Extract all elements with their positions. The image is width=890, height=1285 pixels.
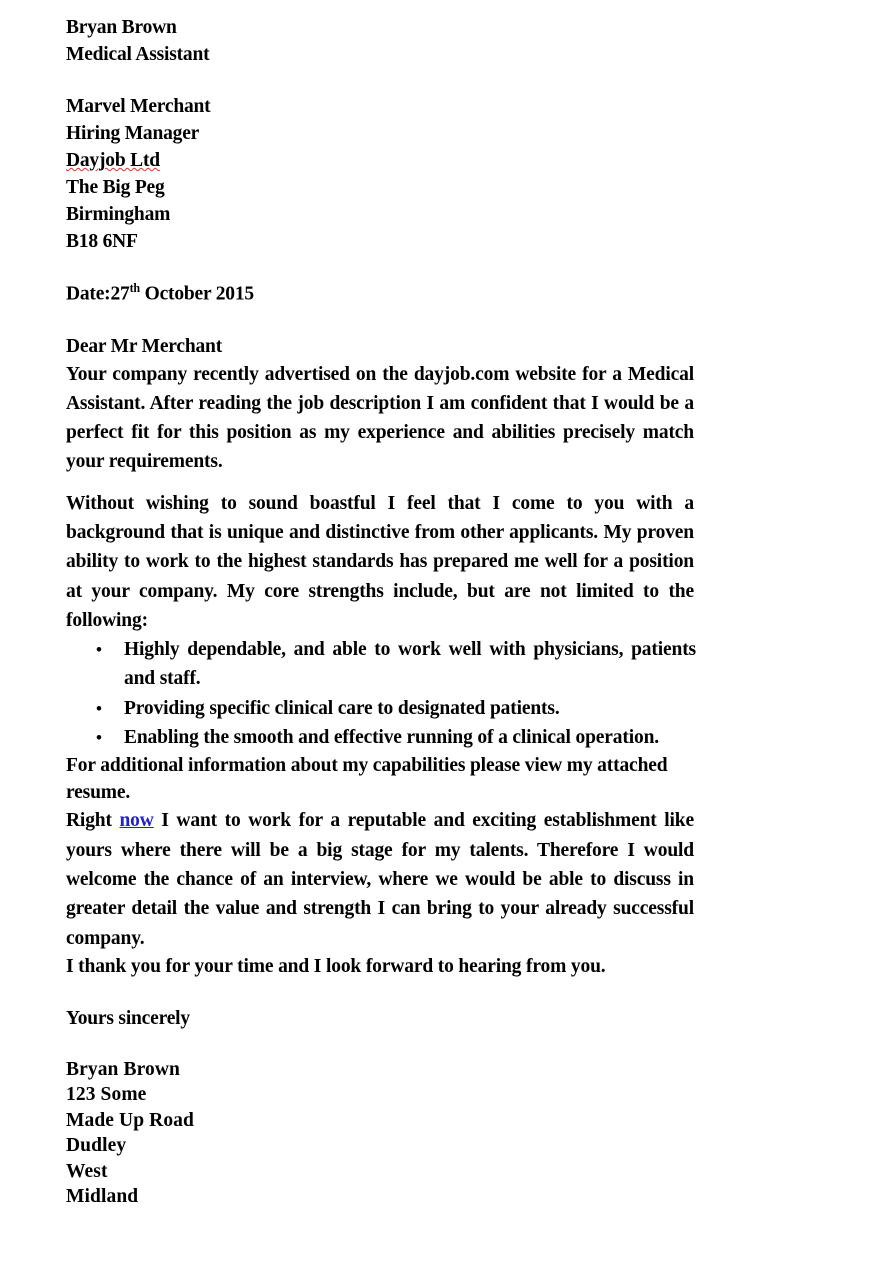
signature-name: Bryan Brown (66, 1058, 180, 1080)
paragraph-5: I thank you for your time and I look forward to hearing from you. (66, 955, 606, 977)
salutation: Dear Mr Merchant (66, 335, 222, 357)
date-ordinal: th (129, 281, 140, 295)
paragraph-3: For additional information about my capabilities please view my attached resume. (66, 755, 668, 804)
date-label: Date: (66, 283, 111, 305)
sender-title: Medical Assistant (66, 44, 210, 65)
recipient-postcode: B18 6NF (66, 231, 138, 252)
signature-address-5: Midland (66, 1186, 139, 1208)
recipient-street: The Big Peg (66, 177, 165, 198)
recipient-city: Birmingham (66, 204, 171, 225)
sender-header (66, 14, 696, 68)
date-day: 27 (110, 283, 130, 305)
spacer (66, 980, 696, 1005)
spacer (66, 308, 696, 333)
spacer (66, 1032, 696, 1057)
recipient-name: Marvel Merchant (66, 96, 211, 117)
signature-address-4: West (66, 1160, 108, 1182)
paragraph-4 (66, 806, 694, 952)
now-hyperlink[interactable]: now (119, 810, 154, 832)
spacer (66, 68, 696, 93)
list-item: • Providing specific clinical care to designated patients. (66, 694, 696, 723)
signature-address-2: Made Up Road (66, 1109, 194, 1131)
letter-date (66, 275, 696, 308)
closing: Yours sincerely (66, 1007, 190, 1029)
strengths-list (66, 635, 696, 752)
signature-address-3: Dudley (66, 1135, 127, 1157)
paragraph-4-pre: Right (66, 810, 120, 832)
paragraph-1: Your company recently advertised on the dayjob.com website for a Medical Assistant. After reading the job description I am confident that I would be a perfect fit for this position as my experience and abilities precisely match your requirements. (66, 363, 694, 473)
list-item: • Enabling the smooth and effective running of a clinical operation. (66, 723, 696, 752)
recipient-address (66, 93, 696, 255)
sender-name: Bryan Brown (66, 17, 177, 38)
paragraph-2: Without wishing to sound boastful I feel that I come to you with a background that is unique and distinctive from other applicants. My proven ability to work to the highest standards has prepared me well for a position at your company. My core strengths include, but are not limited to the following: (66, 492, 694, 631)
spacer (66, 477, 696, 489)
list-item: • Highly dependable, and able to work well with physicians, patients and staff. (66, 635, 696, 694)
spacer (66, 255, 696, 275)
date-rest: October 2015 (139, 283, 254, 305)
recipient-company: Dayjob Ltd (66, 150, 160, 171)
signature-block (66, 1057, 696, 1210)
recipient-title: Hiring Manager (66, 123, 200, 144)
letter-body (66, 14, 696, 1210)
paragraph-4-post: I want to work for a reputable and exciting establishment like yours where there will be a big stage for my talents. Therefore I would welcome the chance of an interview, where we would be able to discuss in greater detail the value and strength I can bring to your already successful company. (66, 810, 694, 949)
signature-address-1: 123 Some (66, 1084, 147, 1106)
